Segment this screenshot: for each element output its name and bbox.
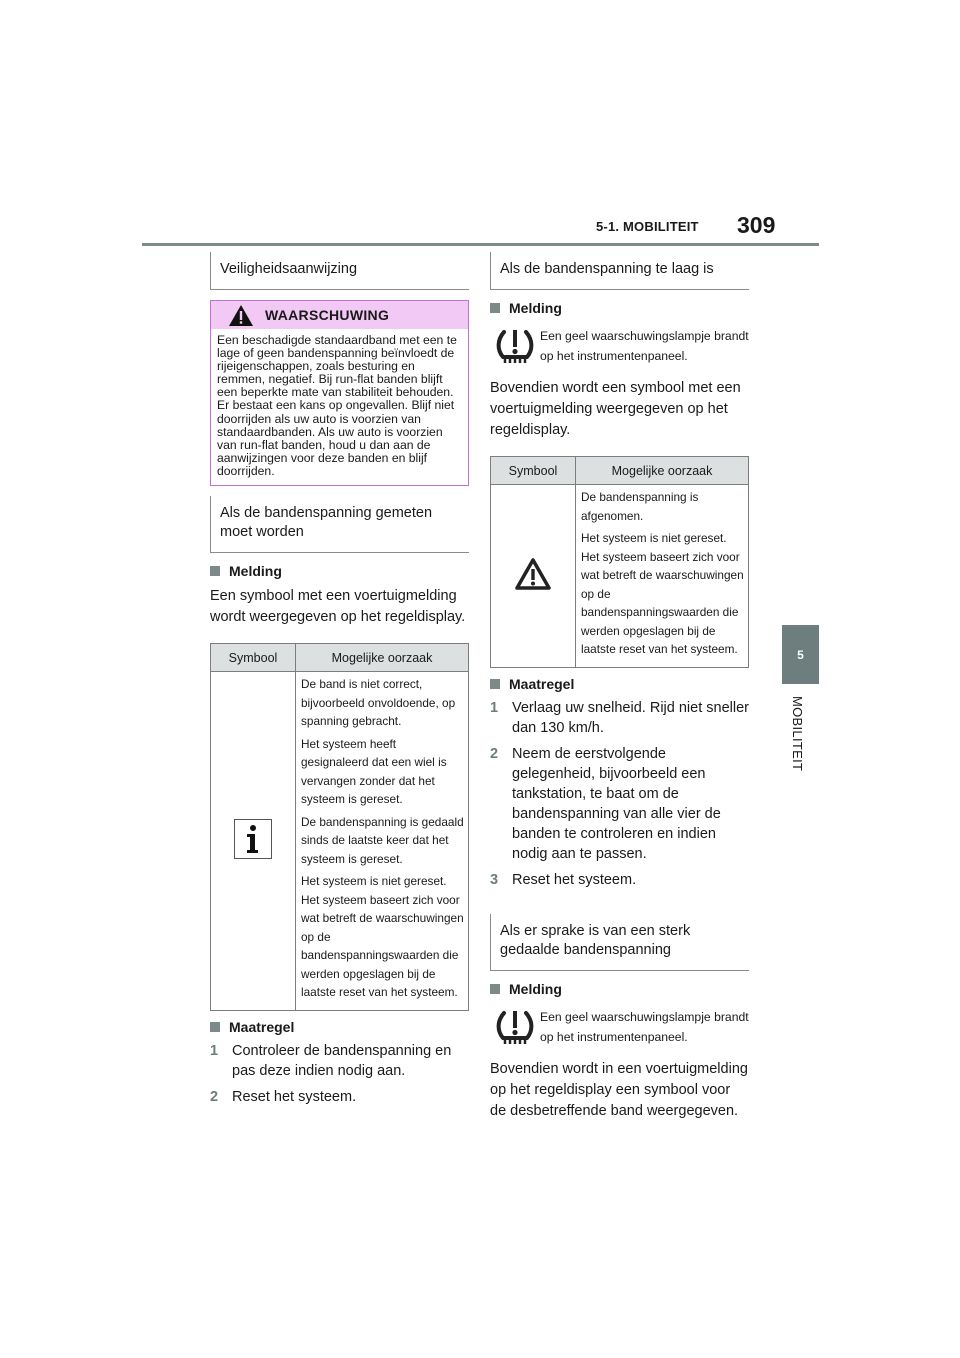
warning-box <box>210 300 469 486</box>
step-item <box>490 744 749 864</box>
step-text: Neem de eerstvolgende gelegenheid, bijvoorbeeld een tankstation, te baat om de bandenspanning van alle vier de banden te controleren en indien nodig aan te passen. <box>512 745 721 862</box>
section-heading-low-pressure: Als de bandenspanning te laag is <box>490 252 749 290</box>
maatregel-label: Maatregel <box>509 675 575 692</box>
maatregel-heading <box>490 676 749 692</box>
melding-text: Bovendien wordt in een voertuigmelding op het regeldisplay een symbool voor de desbetreffende band weergegeven. <box>490 1060 748 1119</box>
step-number: 2 <box>210 1088 219 1105</box>
warning-lamp-row <box>490 326 749 366</box>
table-row <box>491 485 749 668</box>
step-number: 1 <box>210 1042 219 1059</box>
step-item <box>490 698 749 738</box>
info-icon <box>234 819 272 859</box>
bullet-square-icon <box>210 1022 220 1032</box>
warning-triangle-icon <box>229 305 253 326</box>
step-number: 2 <box>490 745 499 762</box>
table-header-symbol: Symbool <box>491 457 576 485</box>
warning-title: WAARSCHUWING <box>265 307 390 323</box>
bullet-square-icon <box>490 679 500 689</box>
chapter-title: 5-1. MOBILITEIT <box>596 219 699 234</box>
maatregel-heading <box>210 1019 469 1035</box>
lamp-text: Een geel waarschuwingslampje brandt op het instrumentenpaneel. <box>539 1009 749 1044</box>
symbol-cell <box>211 672 296 1011</box>
melding-label: Melding <box>509 300 562 316</box>
melding-text: Een symbool met een voertuigmelding wordt weergegeven op het regeldisplay. <box>210 588 466 626</box>
cause-item: De band is niet correct, bijvoorbeeld onvoldoende, op spanning gebracht. <box>301 677 456 729</box>
cause-item: Het systeem heeft gesignaleerd dat een wiel is vervangen zonder dat het systeem is gereset. <box>301 736 447 807</box>
right-column <box>490 252 749 1122</box>
step-text: Reset het systeem. <box>232 1088 357 1105</box>
table-row <box>211 672 469 1011</box>
step-item <box>210 1041 469 1081</box>
section-heading-measure: Als de bandenspanning gemeten moet worden <box>210 496 469 553</box>
step-number: 1 <box>490 699 499 716</box>
bullet-square-icon <box>490 303 500 313</box>
warning-lamp-row <box>490 1007 749 1047</box>
warning-text: Een beschadigde standaardband met een te lage of geen bandenspanning beïnvloedt de rijeigenschappen, zoals besturing en remmen, negatief. Bij run-flat banden blijft een beperkte mate van stabiliteit behouden. Er bestaat een kans op ongevallen. Blijf niet doorrijden als uw auto is voorzien van standaardbanden. Als uw auto is voorzien van run-flat banden, houd u dan aan de aanwijzingen voor deze banden en blijf doorrijden. <box>217 333 457 478</box>
cause-cell <box>296 672 469 1011</box>
cause-item: De bandenspanning is gedaald sinds de laatste keer dat het systeem is gereset. <box>301 814 464 866</box>
section-heading-severe-drop: Als er sprake is van een sterk gedaalde bandenspanning <box>490 914 749 971</box>
section-heading-safety: Veiligheidsaanwijzing <box>210 252 469 290</box>
steps-list <box>490 698 749 890</box>
table-header-cause: Mogelijke oorzaak <box>296 644 469 672</box>
cause-cell <box>576 485 749 668</box>
warning-triangle-icon <box>515 558 551 590</box>
steps-list <box>210 1041 469 1107</box>
symbol-table <box>490 456 749 668</box>
bullet-square-icon <box>490 984 500 994</box>
step-text: Controleer de bandenspanning en pas deze indien nodig aan. <box>232 1042 452 1079</box>
bullet-square-icon <box>210 566 220 576</box>
page-number: 309 <box>737 212 776 238</box>
cause-item: De bandenspanning is afgenomen. <box>581 490 699 523</box>
melding-heading <box>490 981 749 997</box>
step-number: 3 <box>490 871 499 888</box>
melding-heading <box>210 563 469 579</box>
tire-pressure-warning-icon <box>495 1007 535 1047</box>
melding-text: Bovendien wordt een symbool met een voertuigmelding weergegeven op het regeldisplay. <box>490 380 741 438</box>
step-text: Reset het systeem. <box>512 871 637 888</box>
symbol-cell <box>491 485 576 668</box>
melding-label: Melding <box>509 980 562 997</box>
left-column <box>210 252 469 1107</box>
table-header-cause: Mogelijke oorzaak <box>576 457 749 485</box>
symbol-table <box>210 643 469 1011</box>
warning-header <box>211 301 468 329</box>
table-header-symbol: Symbool <box>211 644 296 672</box>
melding-label: Melding <box>229 563 282 580</box>
header-divider <box>142 243 819 246</box>
step-text: Verlaag uw snelheid. Rijd niet sneller dan 130 km/h. <box>512 699 749 736</box>
chapter-tab[interactable] <box>782 625 819 684</box>
maatregel-label: Maatregel <box>229 1018 295 1035</box>
cause-item: Het systeem is niet gereset. Het systeem baseert zich voor wat betreft de waarschuwingen op de bandenspanningswaarden die werden opgeslagen bij de laatste reset van het systeem. <box>301 874 464 1000</box>
step-item <box>490 870 749 890</box>
chapter-tab-number: 5 <box>797 647 804 662</box>
step-item <box>210 1087 469 1107</box>
cause-item: Het systeem is niet gereset. Het systeem baseert zich voor wat betreft de waarschuwingen op de bandenspanningswaarden die werden opgeslagen bij de laatste reset van het systeem. <box>581 531 744 656</box>
melding-heading <box>490 300 749 316</box>
tire-pressure-warning-icon <box>495 326 535 366</box>
lamp-text: Een geel waarschuwingslampje brandt op het instrumentenpaneel. <box>539 329 749 363</box>
chapter-tab-label: MOBILITEIT <box>790 696 805 772</box>
